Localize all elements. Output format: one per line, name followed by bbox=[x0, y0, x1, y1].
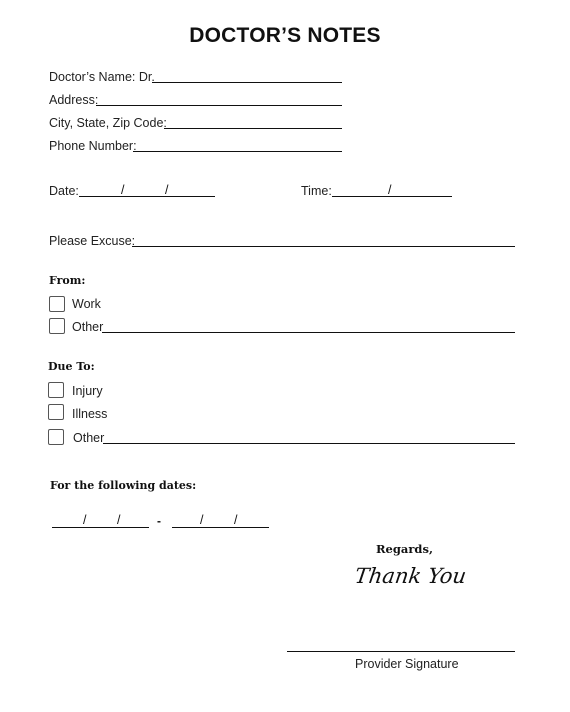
phone-line[interactable] bbox=[133, 151, 342, 152]
start-date-separator-2: / bbox=[117, 513, 121, 527]
city-state-zip-label: City, State, Zip Code: bbox=[49, 116, 167, 130]
page-title: DOCTOR’S NOTES bbox=[189, 24, 381, 47]
time-line[interactable] bbox=[332, 196, 452, 197]
address-label: Address: bbox=[49, 93, 99, 107]
phone-label: Phone Number: bbox=[49, 139, 137, 153]
date-separator-1: / bbox=[121, 183, 125, 197]
end-date-line[interactable] bbox=[172, 527, 269, 528]
end-date-separator-2: / bbox=[234, 513, 238, 527]
signature-line[interactable] bbox=[287, 651, 515, 652]
doctor-name-line[interactable] bbox=[152, 82, 342, 83]
date-range-mark: - bbox=[157, 514, 161, 528]
date-separator-2: / bbox=[165, 183, 169, 197]
address-line[interactable] bbox=[96, 105, 342, 106]
city-state-zip-line[interactable] bbox=[164, 128, 342, 129]
time-label: Time: bbox=[301, 184, 332, 198]
work-checkbox[interactable] bbox=[49, 296, 65, 312]
start-date-line[interactable] bbox=[52, 527, 149, 528]
injury-label: Injury bbox=[72, 384, 103, 398]
please-excuse-label: Please Excuse: bbox=[49, 234, 136, 248]
due-to-other-label: Other bbox=[73, 431, 105, 445]
please-excuse-line[interactable] bbox=[132, 246, 515, 247]
illness-label: Illness bbox=[72, 407, 108, 421]
from-other-checkbox[interactable] bbox=[49, 318, 65, 334]
end-date-separator-1: / bbox=[200, 513, 204, 527]
date-line[interactable] bbox=[79, 196, 215, 197]
following-dates-heading: For the following dates: bbox=[50, 479, 197, 492]
due-to-other-line[interactable] bbox=[103, 443, 515, 444]
signature-label: Provider Signature bbox=[355, 657, 459, 671]
time-separator: / bbox=[388, 183, 392, 197]
due-to-heading: Due To: bbox=[48, 360, 95, 373]
start-date-separator-1: / bbox=[83, 513, 87, 527]
injury-checkbox[interactable] bbox=[48, 382, 64, 398]
date-label: Date: bbox=[49, 184, 79, 198]
regards-text: Regards, bbox=[376, 542, 433, 556]
doctor-name-label: Doctor’s Name: Dr. bbox=[49, 70, 155, 84]
from-heading: From: bbox=[49, 274, 86, 287]
from-other-line[interactable] bbox=[102, 332, 515, 333]
thank-you-text: Thank You bbox=[353, 564, 468, 588]
work-label: Work bbox=[72, 297, 101, 311]
illness-checkbox[interactable] bbox=[48, 404, 64, 420]
from-other-label: Other bbox=[72, 320, 104, 334]
due-to-other-checkbox[interactable] bbox=[48, 429, 64, 445]
